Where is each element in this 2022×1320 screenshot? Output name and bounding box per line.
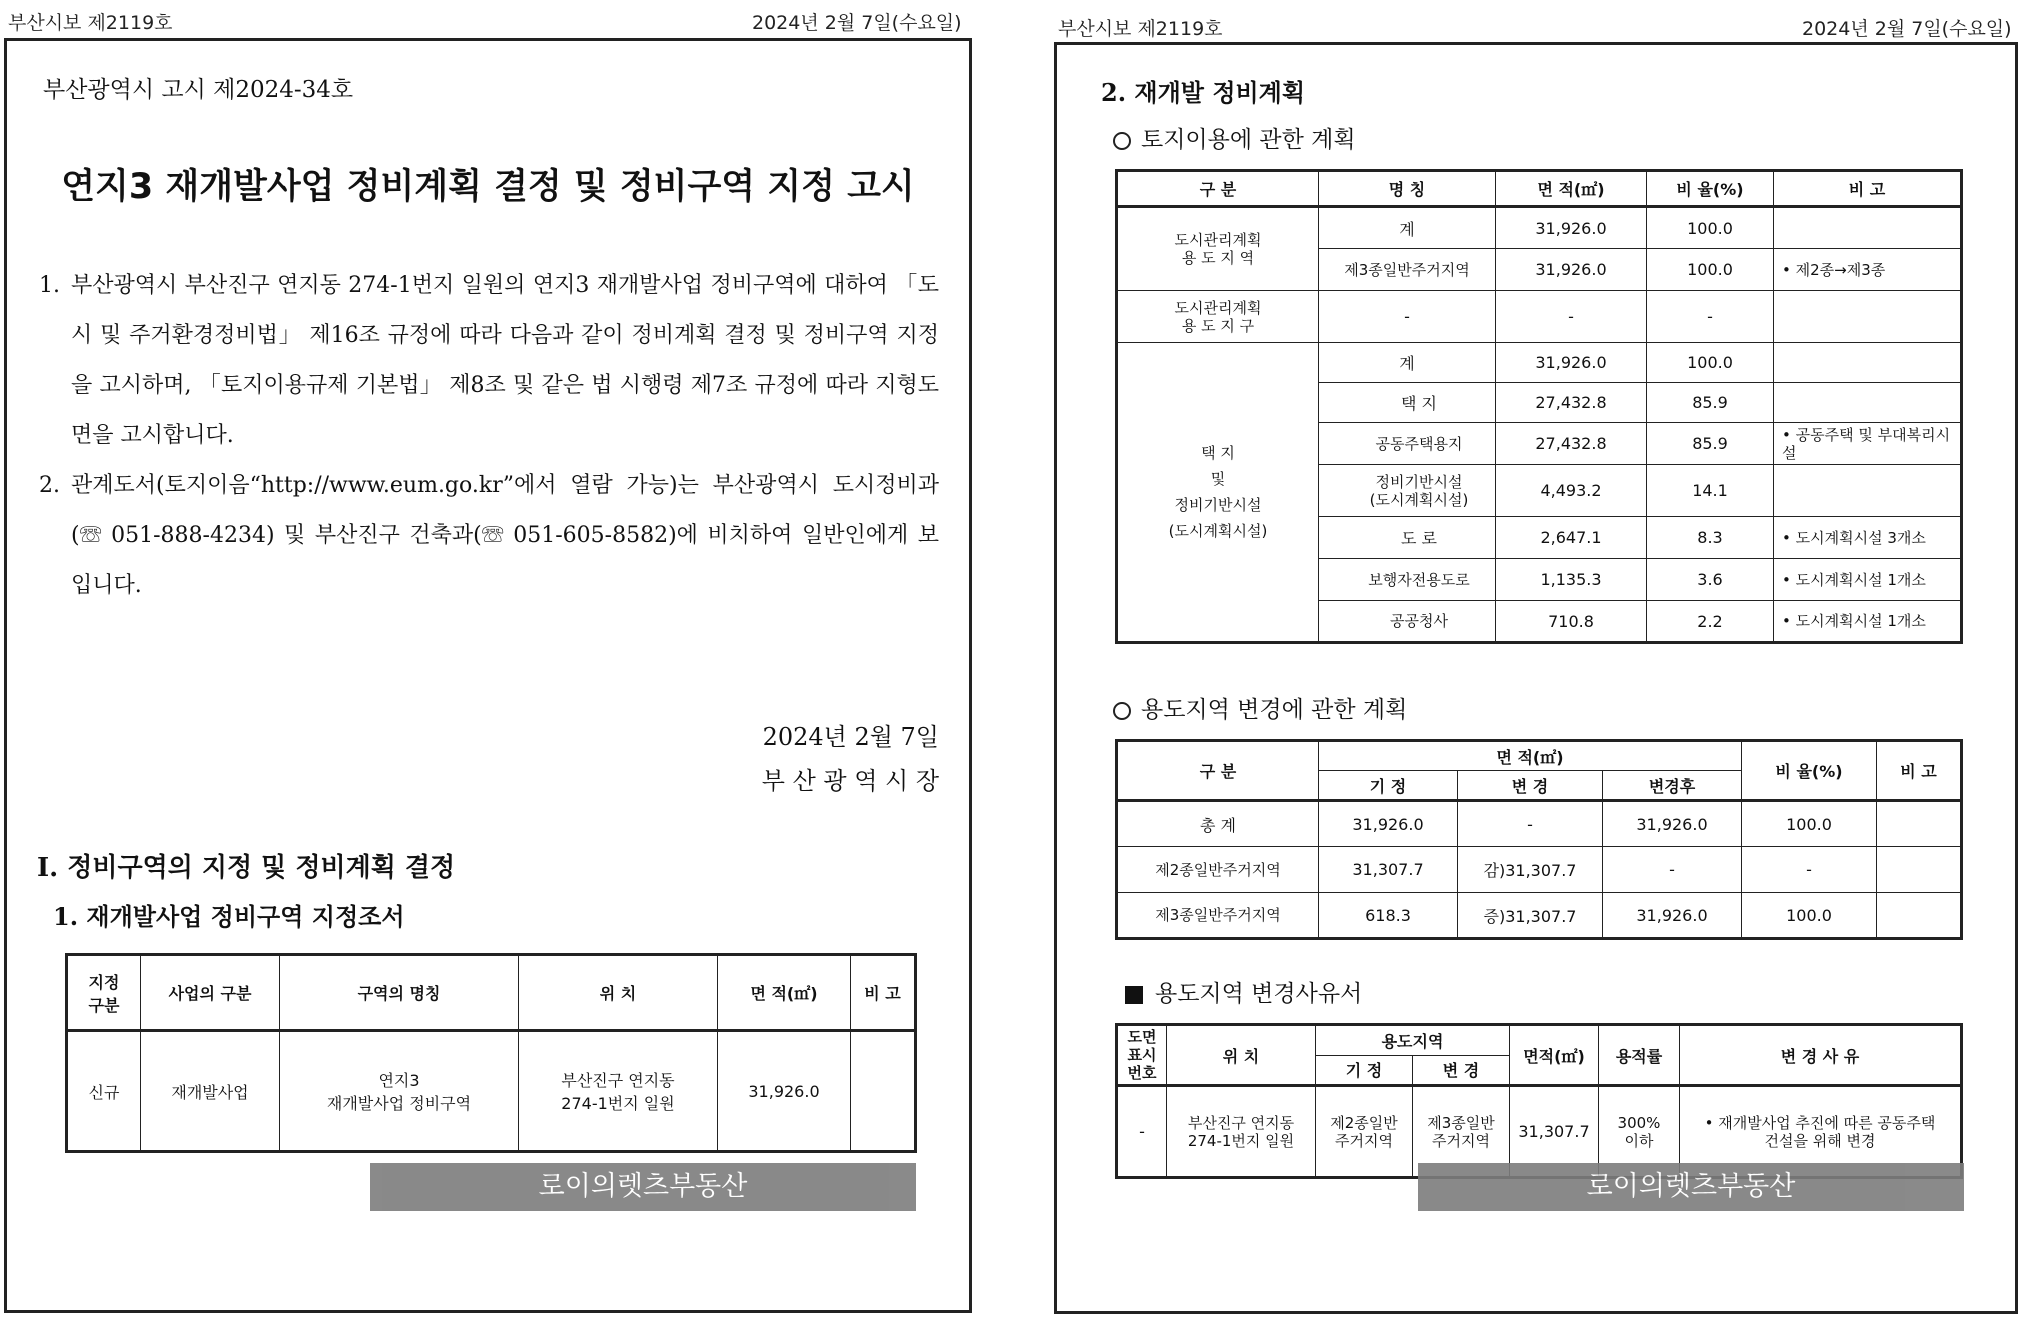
table-cell: [1774, 291, 1962, 343]
table-cell: [1877, 847, 1962, 893]
table-header: 비 고: [1877, 741, 1962, 801]
table-cell: 4,493.2: [1496, 465, 1647, 517]
left-page: [4, 38, 972, 1313]
zoning-heading-text: 용도지역 변경에 관한 계획: [1141, 697, 1408, 723]
table-cell: 31,307.7: [1510, 1086, 1599, 1178]
sign-authority: 부 산 광 역 시 장: [761, 767, 939, 795]
landuse-heading-text: 토지이용에 관한 계획: [1141, 127, 1356, 153]
table-cell: • 도시계획시설 1개소: [1774, 559, 1962, 601]
reason-heading-text: 용도지역 변경사유서: [1155, 981, 1363, 1007]
paragraph-2-text: 관계도서(토지이음“http://www.eum.go.kr”에서 열람 가능)는 부산광역시 도시정비과(☏ 051-888-4234) 및 부산진구 건축과(☏ 051-605-8582)에 비치하여 일반인에게 보입니다.: [71, 473, 939, 598]
table-cell: 감)31,307.7: [1458, 847, 1603, 893]
table-header: 구역의 명칭: [280, 955, 519, 1031]
table-cell: -: [1603, 847, 1742, 893]
table-header: 비 율(%): [1647, 171, 1774, 207]
table-cell: 공동주택용지: [1319, 423, 1496, 465]
table-cell: 31,926.0: [1496, 249, 1647, 291]
table-cell: -: [1496, 291, 1647, 343]
table-header: 면 적(㎡): [718, 955, 851, 1031]
notice-number: 부산광역시 고시 제2024-34호: [43, 77, 354, 103]
section-1-heading: I. 정비구역의 지정 및 정비계획 결정: [37, 853, 456, 883]
table-header-row: [67, 955, 916, 1031]
table-cell: 100.0: [1647, 343, 1774, 383]
table-header: 기 정: [1319, 771, 1458, 801]
table-cell: 제2종일반주거지역: [1117, 847, 1319, 893]
table-cell: 정비기반시설 (도시계획시설): [1319, 465, 1496, 517]
paragraph-2-number: 2.: [39, 473, 60, 498]
table-cell: 증)31,307.7: [1458, 893, 1603, 939]
table-cell: 2.2: [1647, 601, 1774, 643]
table-header: 구 분: [1117, 741, 1319, 801]
table-header: 비 고: [851, 955, 916, 1031]
table-cell: 618.3: [1319, 893, 1458, 939]
table-cell: 도시관리계획 용 도 지 구: [1117, 291, 1319, 343]
landuse-table: [1115, 169, 1963, 644]
circle-bullet-icon: [1113, 702, 1131, 720]
table-row: [1117, 801, 1962, 847]
table-cell: [1774, 383, 1962, 423]
left-header-date: 2024년 2월 7일(수요일): [752, 12, 962, 34]
table-cell: 택 지: [1319, 383, 1496, 423]
table-cell: -: [1319, 291, 1496, 343]
paragraph-1: [39, 261, 939, 461]
table-cell: 100.0: [1742, 801, 1877, 847]
watermark-left: 로이의렛츠부동산 http://letsbudongsan.com: [370, 1163, 916, 1211]
table-cell: 부산진구 연지동 274-1번지 일원: [519, 1031, 718, 1152]
table-cell: 계: [1319, 343, 1496, 383]
table-header: 위 치: [519, 955, 718, 1031]
table-cell: 31,926.0: [1603, 801, 1742, 847]
table-cell: -: [1742, 847, 1877, 893]
table-cell: 3.6: [1647, 559, 1774, 601]
table-header: 변 경: [1413, 1055, 1510, 1086]
table-cell: 도 로: [1319, 517, 1496, 559]
table-cell: 제2종일반 주거지역: [1316, 1086, 1413, 1178]
table-row: [1117, 291, 1962, 343]
designation-table: [65, 953, 917, 1153]
section-2-heading: 2. 재개발 정비계획: [1101, 78, 1306, 107]
table-header: 변 경 사 유: [1680, 1025, 1962, 1086]
table-cell: -: [1647, 291, 1774, 343]
table-cell: 85.9: [1647, 383, 1774, 423]
table-cell: 부산진구 연지동 274-1번지 일원: [1167, 1086, 1316, 1178]
table-header: 면 적(㎡): [1496, 171, 1647, 207]
table-cell: 31,926.0: [1496, 343, 1647, 383]
table-header: 용도지역: [1316, 1025, 1510, 1056]
reason-heading: [1125, 975, 1362, 1008]
table-cell: 제3종일반 주거지역: [1413, 1086, 1510, 1178]
table-cell: 신규: [67, 1031, 141, 1152]
table-header: 비 율(%): [1742, 741, 1877, 801]
table-cell: 300% 이하: [1599, 1086, 1680, 1178]
table-cell: 제3종일반주거지역: [1319, 249, 1496, 291]
table-header: 기 정: [1316, 1055, 1413, 1086]
right-page: [1054, 42, 2018, 1314]
table-header: 구 분: [1117, 171, 1319, 207]
paragraph-2: [39, 461, 939, 611]
table-cell: [1774, 207, 1962, 249]
table-cell: • 공동주택 및 부대복리시설: [1774, 423, 1962, 465]
table-cell: -: [1117, 1086, 1167, 1178]
table-cell: • 도시계획시설 1개소: [1774, 601, 1962, 643]
table-cell: • 도시계획시설 3개소: [1774, 517, 1962, 559]
table-header: 명 칭: [1319, 171, 1496, 207]
right-header-date: 2024년 2월 7일(수요일): [1802, 18, 2012, 40]
table-cell: 재개발사업: [141, 1031, 280, 1152]
table-header-row: [1117, 171, 1962, 207]
table-header: 사업의 구분: [141, 955, 280, 1031]
table-cell: 100.0: [1647, 207, 1774, 249]
table-cell: 연지3 재개발사업 정비구역: [280, 1031, 519, 1152]
document-title: 연지3 재개발사업 정비계획 결정 및 정비구역 지정 고시: [61, 167, 915, 207]
square-bullet-icon: [1125, 986, 1143, 1004]
table-cell: 31,926.0: [718, 1031, 851, 1152]
table-cell: 14.1: [1647, 465, 1774, 517]
table-header: 변경후: [1603, 771, 1742, 801]
table-cell: 보행자전용도로: [1319, 559, 1496, 601]
watermark-right: 로이의렛츠부동산 http://letsbudongsan.com: [1418, 1163, 1964, 1211]
table-header-row: [1117, 741, 1962, 771]
table-header: 면적(㎡): [1510, 1025, 1599, 1086]
table-header: 위 치: [1167, 1025, 1316, 1086]
table-cell: -: [1458, 801, 1603, 847]
table-cell: [851, 1031, 916, 1152]
table-cell: 27,432.8: [1496, 423, 1647, 465]
table-cell: 제3종일반주거지역: [1117, 893, 1319, 939]
table-cell: 총 계: [1117, 801, 1319, 847]
sign-date: 2024년 2월 7일: [762, 723, 939, 751]
table-cell: 100.0: [1647, 249, 1774, 291]
table-cell: 31,926.0: [1496, 207, 1647, 249]
table-cell: 85.9: [1647, 423, 1774, 465]
table-cell: 27,432.8: [1496, 383, 1647, 423]
paragraph-1-text: 부산광역시 부산진구 연지동 274-1번지 일원의 연지3 재개발사업 정비구역에 대하여 「도시 및 주거환경정비법」 제16조 규정에 따라 다음과 같이 정비계획 결정 및 정비구역 지정을 고시하며, 「토지이용규제 기본법」 제8조 및 같은 법 시행령 제7조 규정에 따라 지형도면을 고시합니다.: [71, 273, 939, 448]
table-header: 지정 구분: [67, 955, 141, 1031]
table-header: 변 경: [1458, 771, 1603, 801]
subsection-1-heading: 1. 재개발사업 정비구역 지정조서: [53, 902, 405, 931]
reason-table: [1115, 1023, 1963, 1179]
table-cell: 도시관리계획 용 도 지 역: [1117, 207, 1319, 291]
table-cell: • 재개발사업 추진에 따른 공동주택 건설을 위해 변경: [1680, 1086, 1962, 1178]
paragraph-1-number: 1.: [39, 273, 60, 298]
table-cell: 공공청사: [1319, 601, 1496, 643]
table-row: [1117, 207, 1962, 249]
landuse-heading: [1113, 121, 1356, 154]
table-header-row: [1117, 1025, 1962, 1056]
table-cell: 택 지 및 정비기반시설 (도시계획시설): [1117, 343, 1319, 643]
table-cell: 100.0: [1742, 893, 1877, 939]
table-cell: 31,926.0: [1603, 893, 1742, 939]
table-header: 도면 표시 번호: [1117, 1025, 1167, 1086]
table-cell: • 제2종→제3종: [1774, 249, 1962, 291]
table-cell: [1877, 801, 1962, 847]
right-header-issue: 부산시보 제2119호: [1058, 18, 1223, 40]
table-row: [67, 1031, 916, 1152]
table-header: 면 적(㎡): [1319, 741, 1742, 771]
left-header-issue: 부산시보 제2119호: [8, 12, 173, 34]
table-header: 비 고: [1774, 171, 1962, 207]
table-cell: 31,926.0: [1319, 801, 1458, 847]
table-cell: 710.8: [1496, 601, 1647, 643]
table-cell: [1877, 893, 1962, 939]
table-cell: [1774, 465, 1962, 517]
zoning-table: [1115, 739, 1963, 940]
table-cell: 8.3: [1647, 517, 1774, 559]
table-row: [1117, 847, 1962, 893]
table-cell: 2,647.1: [1496, 517, 1647, 559]
table-cell: 31,307.7: [1319, 847, 1458, 893]
table-row: [1117, 343, 1962, 383]
zoning-heading: [1113, 691, 1407, 724]
table-cell: 1,135.3: [1496, 559, 1647, 601]
circle-bullet-icon: [1113, 132, 1131, 150]
table-cell: [1774, 343, 1962, 383]
table-cell: 계: [1319, 207, 1496, 249]
table-header: 용적률: [1599, 1025, 1680, 1086]
table-row: [1117, 893, 1962, 939]
